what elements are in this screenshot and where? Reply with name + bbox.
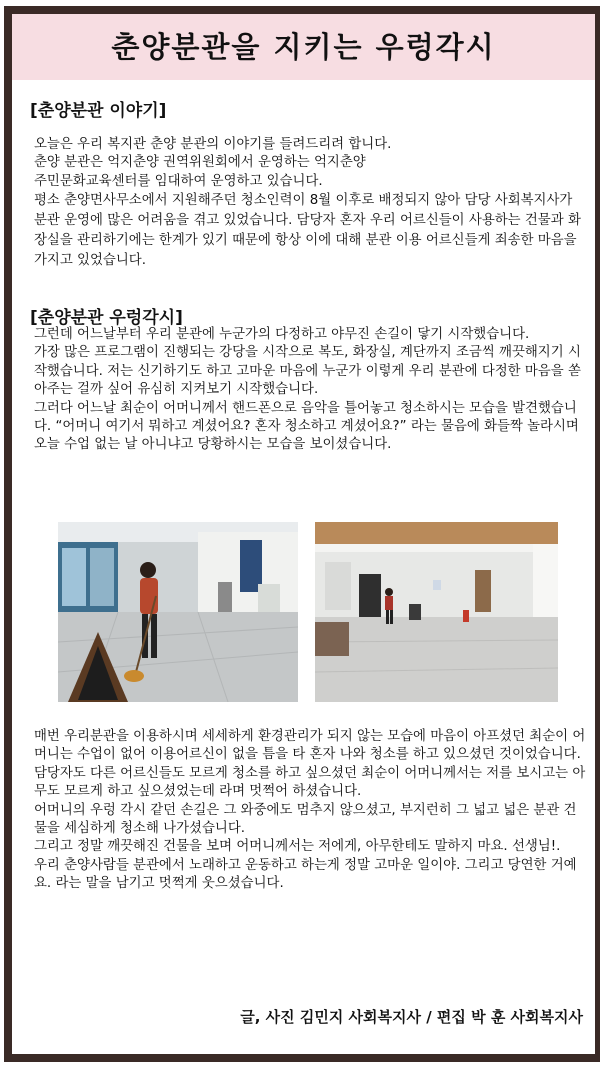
section-closing-body (34, 728, 586, 894)
paragraph: 어머니의 우렁 각시 같던 손길은 그 와중에도 멈추지 않으셨고, 부지런히 그 넓고 넓은 분관 건물을 세심하게 청소해 나가셨습니다. (34, 802, 577, 837)
section-heading-story: [춘양분관 이야기] (30, 101, 167, 121)
photo-cleaning-lobby (315, 522, 558, 702)
section-heading-helper: [춘양분관 우렁각시] (30, 308, 183, 328)
photo-cleaning-hallway (58, 522, 298, 702)
paragraph: 평소 춘양면사무소에서 지원해주던 청소인력이 8월 이후로 배정되지 않아 담당 사회복지사가 분관 운영에 많은 어려움을 겪고 있었습니다. 담당자 혼자 우리 어르신들이 사용하는 건물과 화장실을 관리하기에는 한계가 있기 때문에 항상 이에 대해 분관 이용 어르신들게 죄송한 마음을 가지고 있었습니다. (34, 193, 581, 269)
paragraph: 그러다 어느날 최순이 어머니께서 핸드폰으로 음악을 틀어놓고 청소하시는 모습을 발견했습니다. “어머니 여기서 뭐하고 계셨어요? 혼자 청소하고 계셨어요?” 라는 물음에 화들짝 놀라시며 오늘 수업 없는 날 아니냐고 당황하시는 모습을 보이셨습니다. (34, 400, 579, 453)
section-story-body (34, 136, 586, 271)
paragraph: 그런데 어느날부터 우리 분관에 누군가의 다정하고 야무진 손길이 닿기 시작했습니다. (34, 327, 530, 342)
author-credit: 글, 사진 김민지 사회복지사 / 편집 박 훈 사회복지사 (240, 1008, 583, 1026)
paragraph: 가장 많은 프로그램이 진행되는 강당을 시작으로 복도, 화장실, 계단까지 조금씩 깨끗해지기 시작했습니다. 저는 신기하기도 하고 고마운 마음에 누군가 이렇게 우리 분관에 다정한 마음을 쏟아주는 걸까 싶어 유심히 지켜보기 시작했습니다. (34, 345, 581, 398)
article-title: 춘양분관을 지키는 우렁각시 (111, 30, 496, 64)
paragraph: 주민문화교육센터를 임대하여 운영하고 있습니다. (34, 173, 323, 189)
paragraph: 그리고 정말 깨끗해진 건물을 보며 어머니께서는 저에게, 아무한테도 말하지 마요. 선생님!. (34, 839, 561, 855)
section-helper-body (34, 326, 586, 455)
paragraph: 매번 우리분관을 이용하시며 세세하게 환경관리가 되지 않는 모습에 마음이 아프셨던 최순이 어머니는 수업이 없어 이용어르신이 없을 틈을 타 혼자 나와 청소를 하고 있으셨던 것이었습니다. 담당자도 다른 어르신들도 모르게 청소를 하고 싶으셨던 최순이 어머니께서는 저를 보시고는 아무도 모르게 하고 싶으셨었는데 라며 멋쩍어 하셨습니다. (34, 729, 586, 800)
paragraph: 우리 춘양사람들 분관에서 노래하고 운동하고 하는게 정말 고마운 일이야. 그리고 당연한 거예요. 라는 말을 남기고 멋쩍게 웃으셨습니다. (34, 857, 577, 892)
title-bar (12, 14, 595, 80)
article-frame (4, 6, 600, 1062)
paragraph: 오늘은 우리 복지관 춘양 분관의 이야기를 들려드리려 합니다. (34, 137, 392, 152)
paragraph: 춘양 분관은 억지춘양 권역위원회에서 운영하는 억지춘양 (34, 155, 366, 171)
